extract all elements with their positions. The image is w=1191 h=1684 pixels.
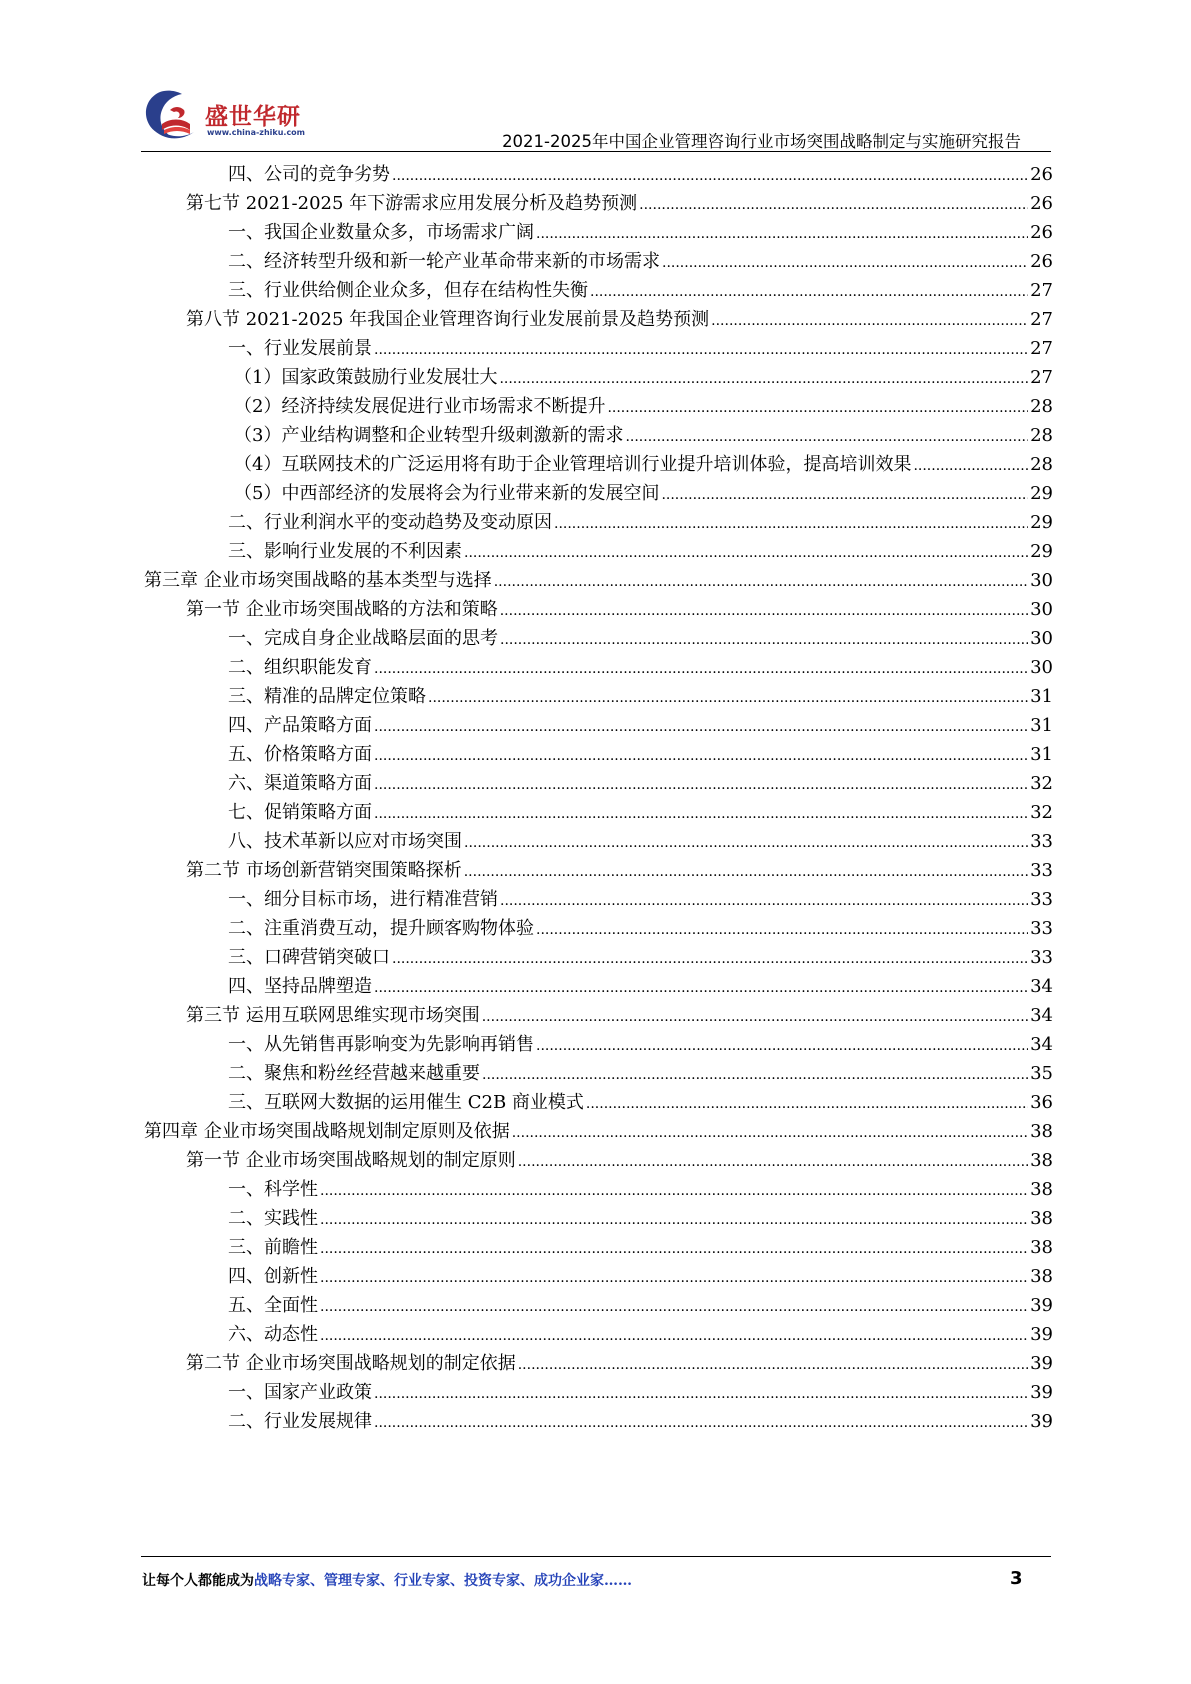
toc-entry[interactable] <box>228 1406 1053 1437</box>
toc-entry[interactable] <box>228 159 1053 190</box>
toc-entry[interactable] <box>228 681 1053 712</box>
header-divider <box>141 151 1051 152</box>
toc-entry-title: （3）产业结构调整和企业转型升级刺激新的需求 <box>234 425 624 446</box>
toc-entry-title: 第一节 企业市场突围战略的方法和策略 <box>186 599 498 620</box>
toc-entry-page: 39 <box>1030 1324 1053 1345</box>
toc-entry-title: 八、技术革新以应对市场突围 <box>228 831 462 852</box>
toc-entry[interactable] <box>228 246 1053 277</box>
toc-entry-page: 27 <box>1030 280 1053 301</box>
toc-entry[interactable] <box>228 826 1053 857</box>
toc-entry-page: 30 <box>1030 628 1053 649</box>
toc-entry-page: 34 <box>1030 976 1053 997</box>
toc-entry[interactable] <box>186 1000 1053 1031</box>
toc-entry-title: 四、坚持品牌塑造 <box>228 976 372 997</box>
toc-entry[interactable] <box>228 1290 1053 1321</box>
toc-entry-page: 38 <box>1030 1208 1053 1229</box>
toc-entry-title: 二、实践性 <box>228 1208 318 1229</box>
toc-entry[interactable] <box>228 1029 1053 1060</box>
toc-entry[interactable] <box>228 275 1053 306</box>
toc-entry-page: 27 <box>1030 338 1053 359</box>
toc-entry-title: 二、聚焦和粉丝经营越来越重要 <box>228 1063 480 1084</box>
toc-entry-page: 26 <box>1030 193 1053 214</box>
toc-entry-title: （2）经济持续发展促进行业市场需求不断提升 <box>234 396 606 417</box>
toc-entry-page: 31 <box>1030 744 1053 765</box>
toc-entry[interactable] <box>234 391 1053 422</box>
toc-entry[interactable] <box>228 1261 1053 1292</box>
toc-entry-title: 五、全面性 <box>228 1295 318 1316</box>
toc-entry-page: 38 <box>1030 1266 1053 1287</box>
toc-entry-title: 二、经济转型升级和新一轮产业革命带来新的市场需求 <box>228 251 660 272</box>
toc-entry[interactable] <box>228 797 1053 828</box>
toc-entry-title: （5）中西部经济的发展将会为行业带来新的发展空间 <box>234 483 660 504</box>
logo-name: 盛世华研 <box>205 104 301 130</box>
page-header <box>0 0 1191 160</box>
toc-entry-page: 28 <box>1030 454 1053 475</box>
toc-entry-page: 35 <box>1030 1063 1053 1084</box>
logo <box>140 84 310 148</box>
toc-entry-title: 二、注重消费互动，提升顾客购物体验 <box>228 918 534 939</box>
toc-entry-title: 第三章 企业市场突围战略的基本类型与选择 <box>144 570 492 591</box>
toc-entry-title: 一、科学性 <box>228 1179 318 1200</box>
toc-entry[interactable] <box>228 884 1053 915</box>
toc-entry-title: 第一节 企业市场突围战略规划的制定原则 <box>186 1150 516 1171</box>
toc-entry-title: 三、口碑营销突破口 <box>228 947 390 968</box>
toc-entry-page: 39 <box>1030 1411 1053 1432</box>
toc-entry-page: 26 <box>1030 164 1053 185</box>
footer-divider <box>141 1556 1051 1557</box>
toc-entry-page: 38 <box>1030 1237 1053 1258</box>
toc-entry[interactable] <box>186 304 1053 335</box>
toc-entry-title: 一、国家产业政策 <box>228 1382 372 1403</box>
toc-entry[interactable] <box>228 507 1053 538</box>
toc-entry[interactable] <box>186 188 1053 219</box>
toc-entry-title: 二、组织职能发育 <box>228 657 372 678</box>
toc-entry[interactable] <box>144 1116 1053 1147</box>
toc-entry[interactable] <box>228 333 1053 364</box>
toc-entry-title: 三、前瞻性 <box>228 1237 318 1258</box>
toc-entry-page: 31 <box>1030 686 1053 707</box>
logo-swoosh-icon <box>140 84 204 148</box>
toc-entry[interactable] <box>228 1087 1053 1118</box>
toc-entry-page: 30 <box>1030 599 1053 620</box>
footer-slogan <box>142 1570 632 1590</box>
toc-entry-page: 39 <box>1030 1353 1053 1374</box>
toc-entry-title: 一、细分目标市场，进行精准营销 <box>228 889 498 910</box>
toc-entry-page: 27 <box>1030 367 1053 388</box>
logo-url: www.china-zhiku.com <box>207 128 306 137</box>
toc-entry-page: 39 <box>1030 1382 1053 1403</box>
toc-entry-title: 一、从先销售再影响变为先影响再销售 <box>228 1034 534 1055</box>
toc-entry-title: 一、行业发展前景 <box>228 338 372 359</box>
toc-entry-page: 38 <box>1030 1150 1053 1171</box>
footer-slogan-highlight: 战略专家、管理专家、行业专家、投资专家、成功企业家…… <box>254 1573 632 1589</box>
toc-entry[interactable] <box>186 594 1053 625</box>
toc-entry-page: 32 <box>1030 773 1053 794</box>
toc-entry-title: 一、完成自身企业战略层面的思考 <box>228 628 498 649</box>
toc-entry-page: 33 <box>1030 831 1053 852</box>
toc-entry-page: 36 <box>1030 1092 1053 1113</box>
toc-entry-title: 第七节 2021-2025 年下游需求应用发展分析及趋势预测 <box>186 193 638 214</box>
toc-entry[interactable] <box>228 710 1053 741</box>
toc-leader-dots <box>374 1408 1028 1439</box>
toc-entry[interactable] <box>228 1058 1053 1089</box>
toc-entry[interactable] <box>228 942 1053 973</box>
toc-entry-page: 29 <box>1030 483 1053 504</box>
toc-entry-title: 三、精准的品牌定位策略 <box>228 686 426 707</box>
toc-entry-page: 28 <box>1030 425 1053 446</box>
footer-slogan-lead: 让每个人都能成为 <box>142 1573 254 1589</box>
toc-entry[interactable] <box>234 362 1053 393</box>
toc-entry-title: 三、行业供给侧企业众多，但存在结构性失衡 <box>228 280 588 301</box>
toc-entry-title: 三、互联网大数据的运用催生 C2B 商业模式 <box>228 1092 584 1113</box>
toc-entry-title: 六、渠道策略方面 <box>228 773 372 794</box>
toc-entry[interactable] <box>228 536 1053 567</box>
toc-entry[interactable] <box>234 478 1053 509</box>
toc-entry-title: 二、行业发展规律 <box>228 1411 372 1432</box>
toc-entry[interactable] <box>186 1145 1053 1176</box>
toc-entry-title: 第四章 企业市场突围战略规划制定原则及依据 <box>144 1121 510 1142</box>
toc-entry[interactable] <box>186 1348 1053 1379</box>
toc-entry-page: 27 <box>1030 309 1053 330</box>
toc-entry-title: 三、影响行业发展的不利因素 <box>228 541 462 562</box>
toc-entry-page: 28 <box>1030 396 1053 417</box>
toc-entry[interactable] <box>186 855 1053 886</box>
toc-entry-page: 31 <box>1030 715 1053 736</box>
toc-entry-title: 四、产品策略方面 <box>228 715 372 736</box>
toc-entry-title: （1）国家政策鼓励行业发展壮大 <box>234 367 498 388</box>
report-title: 2021-2025年中国企业管理咨询行业市场突围战略制定与实施研究报告 <box>502 132 1021 151</box>
toc-entry-title: 二、行业利润水平的变动趋势及变动原因 <box>228 512 552 533</box>
toc-entry-page: 34 <box>1030 1034 1053 1055</box>
toc-entry-page: 26 <box>1030 251 1053 272</box>
toc-entry-title: 第八节 2021-2025 年我国企业管理咨询行业发展前景及趋势预测 <box>186 309 710 330</box>
toc-entry-page: 30 <box>1030 570 1053 591</box>
toc-entry-page: 38 <box>1030 1179 1053 1200</box>
toc-entry-page: 39 <box>1030 1295 1053 1316</box>
toc-entry-title: （4）互联网技术的广泛运用将有助于企业管理培训行业提升培训体验，提高培训效果 <box>234 454 912 475</box>
toc-entry[interactable] <box>228 913 1053 944</box>
toc-entry-page: 30 <box>1030 657 1053 678</box>
toc-entry[interactable] <box>144 565 1053 596</box>
toc-entry-title: 六、动态性 <box>228 1324 318 1345</box>
toc-entry[interactable] <box>228 739 1053 770</box>
toc-entry-page: 26 <box>1030 222 1053 243</box>
toc-entry-title: 七、促销策略方面 <box>228 802 372 823</box>
toc-entry-title: 五、价格策略方面 <box>228 744 372 765</box>
toc-entry-page: 33 <box>1030 889 1053 910</box>
toc-entry-page: 29 <box>1030 512 1053 533</box>
toc-entry[interactable] <box>228 1232 1053 1263</box>
toc-entry-page: 32 <box>1030 802 1053 823</box>
toc-entry-page: 33 <box>1030 947 1053 968</box>
toc-entry-title: 第二节 市场创新营销突围策略探析 <box>186 860 462 881</box>
toc-entry-page: 34 <box>1030 1005 1053 1026</box>
toc-entry[interactable] <box>228 1377 1053 1408</box>
toc-entry[interactable] <box>228 1174 1053 1205</box>
toc-entry[interactable] <box>228 1203 1053 1234</box>
toc-entry[interactable] <box>228 971 1053 1002</box>
toc-entry[interactable] <box>234 420 1053 451</box>
page-number: 3 <box>1010 1568 1023 1589</box>
toc-entry-page: 33 <box>1030 918 1053 939</box>
toc-entry-title: 四、公司的竞争劣势 <box>228 164 390 185</box>
toc-entry[interactable] <box>228 623 1053 654</box>
toc-entry-title: 第三节 运用互联网思维实现市场突围 <box>186 1005 480 1026</box>
toc-entry-title: 一、我国企业数量众多，市场需求广阔 <box>228 222 534 243</box>
toc-entry[interactable] <box>228 1319 1053 1350</box>
toc-entry[interactable] <box>228 652 1053 683</box>
toc-entry-page: 33 <box>1030 860 1053 881</box>
toc-entry-page: 29 <box>1030 541 1053 562</box>
toc-entry-title: 第二节 企业市场突围战略规划的制定依据 <box>186 1353 516 1374</box>
toc-entry[interactable] <box>234 449 1053 480</box>
toc-entry-title: 四、创新性 <box>228 1266 318 1287</box>
toc-entry[interactable] <box>228 768 1053 799</box>
toc-entry-page: 38 <box>1030 1121 1053 1142</box>
toc-entry[interactable] <box>228 217 1053 248</box>
